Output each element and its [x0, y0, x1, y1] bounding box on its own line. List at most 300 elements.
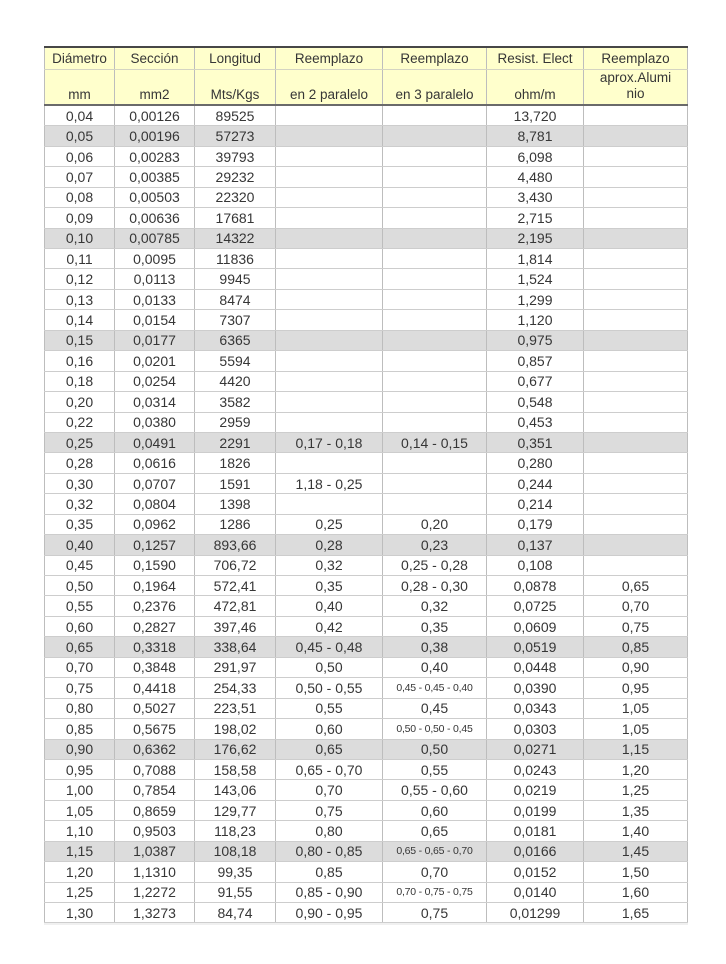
- cell-diametro: 1,15: [45, 841, 115, 861]
- cell-reemplazo-2-paralelo: 0,42: [276, 616, 383, 636]
- cell-resistencia-electrica: 0,0199: [487, 800, 584, 820]
- table-body: [45, 105, 688, 923]
- cell-resistencia-electrica: 1,524: [487, 269, 584, 289]
- table-row: [45, 187, 688, 207]
- cell-longitud: 22320: [195, 187, 276, 207]
- cell-resistencia-electrica: 0,108: [487, 555, 584, 575]
- cell-reemplazo-3-paralelo: [383, 126, 487, 146]
- cell-seccion: 0,1257: [115, 535, 195, 555]
- table-row: [45, 208, 688, 228]
- cell-diametro: 0,08: [45, 187, 115, 207]
- cell-reemplazo-2-paralelo: [276, 228, 383, 248]
- cell-seccion: 0,0133: [115, 289, 195, 309]
- cell-reemplazo-aluminio: [584, 228, 688, 248]
- table-row: [45, 657, 688, 677]
- column-subheader-longitud: [195, 69, 276, 105]
- table-row: [45, 800, 688, 820]
- cell-resistencia-electrica: 2,715: [487, 208, 584, 228]
- cell-longitud: 57273: [195, 126, 276, 146]
- cell-reemplazo-3-paralelo: 0,28 - 0,30: [383, 576, 487, 596]
- cell-longitud: 3582: [195, 392, 276, 412]
- table-row: [45, 310, 688, 330]
- cell-longitud: 176,62: [195, 739, 276, 759]
- table-row: [45, 821, 688, 841]
- cell-reemplazo-2-paralelo: [276, 371, 383, 391]
- cell-seccion: 0,8659: [115, 800, 195, 820]
- cell-reemplazo-3-paralelo: 0,70: [383, 862, 487, 882]
- cell-diametro: 0,22: [45, 412, 115, 432]
- cell-reemplazo-3-paralelo: 0,50 - 0,50 - 0,45: [383, 719, 487, 739]
- cell-resistencia-electrica: 0,0448: [487, 657, 584, 677]
- cell-seccion: 0,0201: [115, 351, 195, 371]
- cell-reemplazo-3-paralelo: [383, 208, 487, 228]
- cell-reemplazo-aluminio: 1,65: [584, 903, 688, 923]
- cell-reemplazo-3-paralelo: 0,23: [383, 535, 487, 555]
- cell-reemplazo-aluminio: 0,90: [584, 657, 688, 677]
- cell-reemplazo-2-paralelo: 0,75: [276, 800, 383, 820]
- cell-reemplazo-3-paralelo: [383, 371, 487, 391]
- table-row: [45, 494, 688, 514]
- cell-reemplazo-2-paralelo: [276, 187, 383, 207]
- cell-seccion: 0,00785: [115, 228, 195, 248]
- table-row: [45, 862, 688, 882]
- cell-resistencia-electrica: 0,0181: [487, 821, 584, 841]
- cell-diametro: 0,40: [45, 535, 115, 555]
- cell-longitud: 1398: [195, 494, 276, 514]
- cell-reemplazo-3-paralelo: 0,55: [383, 759, 487, 779]
- cell-reemplazo-aluminio: 0,75: [584, 616, 688, 636]
- cell-seccion: 0,4418: [115, 678, 195, 698]
- cell-reemplazo-aluminio: [584, 167, 688, 187]
- cell-seccion: 1,1310: [115, 862, 195, 882]
- cell-resistencia-electrica: 0,137: [487, 535, 584, 555]
- column-subheader-label: mm: [68, 87, 91, 103]
- cell-reemplazo-aluminio: 1,50: [584, 862, 688, 882]
- table-row: [45, 841, 688, 861]
- cell-reemplazo-2-paralelo: 0,80 - 0,85: [276, 841, 383, 861]
- cell-reemplazo-3-paralelo: 0,40: [383, 657, 487, 677]
- cell-longitud: 11836: [195, 249, 276, 269]
- cell-resistencia-electrica: 0,857: [487, 351, 584, 371]
- cell-reemplazo-2-paralelo: [276, 289, 383, 309]
- cell-diametro: 0,80: [45, 698, 115, 718]
- cell-diametro: 0,45: [45, 555, 115, 575]
- cell-reemplazo-aluminio: [584, 330, 688, 350]
- cell-reemplazo-2-paralelo: [276, 453, 383, 473]
- table-row: [45, 555, 688, 575]
- cell-reemplazo-2-paralelo: 0,50: [276, 657, 383, 677]
- cell-seccion: 0,00283: [115, 146, 195, 166]
- cell-reemplazo-3-paralelo: 0,45: [383, 698, 487, 718]
- cell-reemplazo-2-paralelo: 0,65: [276, 739, 383, 759]
- cell-resistencia-electrica: 0,244: [487, 473, 584, 493]
- cell-reemplazo-aluminio: 1,40: [584, 821, 688, 841]
- column-subheader-resistencia-electrica: [487, 69, 584, 105]
- cell-reemplazo-aluminio: [584, 105, 688, 125]
- cell-seccion: 0,1590: [115, 555, 195, 575]
- cell-seccion: 0,0616: [115, 453, 195, 473]
- cell-reemplazo-aluminio: 1,60: [584, 882, 688, 902]
- cell-reemplazo-aluminio: [584, 146, 688, 166]
- cell-reemplazo-aluminio: [584, 249, 688, 269]
- cell-resistencia-electrica: 1,299: [487, 289, 584, 309]
- cell-seccion: 0,6362: [115, 739, 195, 759]
- cell-resistencia-electrica: 1,814: [487, 249, 584, 269]
- cell-reemplazo-2-paralelo: 0,32: [276, 555, 383, 575]
- cell-longitud: 5594: [195, 351, 276, 371]
- cell-diametro: 0,95: [45, 759, 115, 779]
- cell-seccion: 1,3273: [115, 903, 195, 923]
- cell-reemplazo-2-paralelo: [276, 392, 383, 412]
- cell-reemplazo-3-paralelo: 0,38: [383, 637, 487, 657]
- cell-seccion: 0,3848: [115, 657, 195, 677]
- cell-reemplazo-2-paralelo: 0,25: [276, 514, 383, 534]
- cell-diametro: 1,25: [45, 882, 115, 902]
- cell-resistencia-electrica: 0,0609: [487, 616, 584, 636]
- column-subheader-label: en 3 paralelo: [395, 87, 474, 103]
- cell-reemplazo-3-paralelo: 0,65: [383, 821, 487, 841]
- table-row: [45, 371, 688, 391]
- cell-resistencia-electrica: 0,0519: [487, 637, 584, 657]
- cell-seccion: 0,0707: [115, 473, 195, 493]
- cell-resistencia-electrica: 0,0243: [487, 759, 584, 779]
- cell-reemplazo-3-paralelo: 0,14 - 0,15: [383, 432, 487, 452]
- cell-resistencia-electrica: 0,0166: [487, 841, 584, 861]
- cell-seccion: 0,00636: [115, 208, 195, 228]
- cell-diametro: 0,13: [45, 289, 115, 309]
- cell-seccion: 0,0804: [115, 494, 195, 514]
- cell-reemplazo-2-paralelo: 0,80: [276, 821, 383, 841]
- cell-reemplazo-3-paralelo: [383, 228, 487, 248]
- cell-resistencia-electrica: 0,0725: [487, 596, 584, 616]
- cell-diametro: 0,60: [45, 616, 115, 636]
- cell-resistencia-electrica: 0,0303: [487, 719, 584, 739]
- cell-longitud: 89525: [195, 105, 276, 125]
- cell-reemplazo-aluminio: 1,25: [584, 780, 688, 800]
- cell-reemplazo-2-paralelo: [276, 105, 383, 125]
- cell-reemplazo-3-paralelo: 0,45 - 0,45 - 0,40: [383, 678, 487, 698]
- cell-reemplazo-aluminio: [584, 535, 688, 555]
- table-row: [45, 167, 688, 187]
- cell-reemplazo-2-paralelo: 0,40: [276, 596, 383, 616]
- cell-reemplazo-aluminio: 0,85: [584, 637, 688, 657]
- cell-reemplazo-3-paralelo: 0,75: [383, 903, 487, 923]
- cell-resistencia-electrica: 0,677: [487, 371, 584, 391]
- cell-longitud: 4420: [195, 371, 276, 391]
- cell-seccion: 0,0113: [115, 269, 195, 289]
- cell-longitud: 2291: [195, 432, 276, 452]
- cell-diametro: 0,06: [45, 146, 115, 166]
- cell-diametro: 0,07: [45, 167, 115, 187]
- cell-longitud: 158,58: [195, 759, 276, 779]
- cell-resistencia-electrica: 6,098: [487, 146, 584, 166]
- cell-diametro: 1,20: [45, 862, 115, 882]
- cell-seccion: 1,2272: [115, 882, 195, 902]
- cell-longitud: 706,72: [195, 555, 276, 575]
- table-row: [45, 392, 688, 412]
- cell-longitud: 108,18: [195, 841, 276, 861]
- table-row: [45, 535, 688, 555]
- column-header-reemplazo-aluminio: Reemplazo: [584, 47, 688, 69]
- table-row: [45, 882, 688, 902]
- cell-longitud: 29232: [195, 167, 276, 187]
- cell-seccion: 0,0314: [115, 392, 195, 412]
- table-row: [45, 473, 688, 493]
- cell-reemplazo-aluminio: 1,15: [584, 739, 688, 759]
- cell-longitud: 893,66: [195, 535, 276, 555]
- column-subheader-reemplazo-2-paralelo: [276, 69, 383, 105]
- wire-gauge-table: [44, 46, 688, 923]
- column-subheader-label: aprox.Aluminio: [599, 69, 672, 101]
- cell-seccion: 0,0380: [115, 412, 195, 432]
- cell-diametro: 0,20: [45, 392, 115, 412]
- cell-resistencia-electrica: 0,0878: [487, 576, 584, 596]
- table-row: [45, 514, 688, 534]
- cell-reemplazo-2-paralelo: 0,28: [276, 535, 383, 555]
- table-row: [45, 126, 688, 146]
- cell-diametro: 0,10: [45, 228, 115, 248]
- cell-longitud: 2959: [195, 412, 276, 432]
- column-subheader-label: ohm/m: [514, 87, 556, 103]
- cell-reemplazo-2-paralelo: 0,50 - 0,55: [276, 678, 383, 698]
- cell-reemplazo-3-paralelo: [383, 453, 487, 473]
- cell-reemplazo-aluminio: [584, 392, 688, 412]
- cell-resistencia-electrica: 13,720: [487, 105, 584, 125]
- cell-resistencia-electrica: 0,0219: [487, 780, 584, 800]
- cell-reemplazo-2-paralelo: 0,17 - 0,18: [276, 432, 383, 452]
- cell-reemplazo-aluminio: [584, 289, 688, 309]
- cell-resistencia-electrica: 0,0140: [487, 882, 584, 902]
- cell-reemplazo-2-paralelo: [276, 351, 383, 371]
- cell-reemplazo-2-paralelo: 0,55: [276, 698, 383, 718]
- cell-reemplazo-2-paralelo: 0,90 - 0,95: [276, 903, 383, 923]
- cell-reemplazo-aluminio: 1,05: [584, 719, 688, 739]
- cell-reemplazo-aluminio: [584, 187, 688, 207]
- cell-reemplazo-3-paralelo: 0,20: [383, 514, 487, 534]
- table-row: [45, 576, 688, 596]
- table-row: [45, 739, 688, 759]
- cell-reemplazo-3-paralelo: [383, 330, 487, 350]
- cell-reemplazo-aluminio: 0,70: [584, 596, 688, 616]
- cell-reemplazo-3-paralelo: [383, 351, 487, 371]
- cell-resistencia-electrica: 0,179: [487, 514, 584, 534]
- cell-reemplazo-3-paralelo: [383, 269, 487, 289]
- table-row: [45, 719, 688, 739]
- cell-diametro: 0,85: [45, 719, 115, 739]
- cell-reemplazo-3-paralelo: [383, 412, 487, 432]
- cell-reemplazo-aluminio: [584, 453, 688, 473]
- column-header-longitud: Longitud: [195, 47, 276, 69]
- table-row: [45, 432, 688, 452]
- cell-seccion: 0,9503: [115, 821, 195, 841]
- cell-longitud: 1286: [195, 514, 276, 534]
- cell-seccion: 0,5027: [115, 698, 195, 718]
- cell-longitud: 8474: [195, 289, 276, 309]
- cell-reemplazo-3-paralelo: 0,65 - 0,65 - 0,70: [383, 841, 487, 861]
- cell-reemplazo-3-paralelo: 0,60: [383, 800, 487, 820]
- cell-diametro: 0,90: [45, 739, 115, 759]
- table-row: [45, 105, 688, 125]
- cell-reemplazo-3-paralelo: 0,55 - 0,60: [383, 780, 487, 800]
- cell-seccion: 0,7088: [115, 759, 195, 779]
- cell-seccion: 0,00196: [115, 126, 195, 146]
- table-row: [45, 146, 688, 166]
- cell-reemplazo-aluminio: [584, 494, 688, 514]
- cell-reemplazo-2-paralelo: [276, 269, 383, 289]
- cell-seccion: 1,0387: [115, 841, 195, 861]
- cell-reemplazo-2-paralelo: 0,85 - 0,90: [276, 882, 383, 902]
- column-subheader-label: en 2 paralelo: [289, 87, 369, 103]
- cell-reemplazo-aluminio: 1,05: [584, 698, 688, 718]
- cell-resistencia-electrica: 0,0343: [487, 698, 584, 718]
- table-row: [45, 780, 688, 800]
- cell-reemplazo-2-paralelo: [276, 146, 383, 166]
- cell-longitud: 1591: [195, 473, 276, 493]
- cell-reemplazo-3-paralelo: [383, 392, 487, 412]
- cell-seccion: 0,0962: [115, 514, 195, 534]
- cell-diametro: 0,28: [45, 453, 115, 473]
- cell-seccion: 0,0154: [115, 310, 195, 330]
- cell-seccion: 0,5675: [115, 719, 195, 739]
- cell-reemplazo-aluminio: [584, 126, 688, 146]
- cell-reemplazo-2-paralelo: 0,60: [276, 719, 383, 739]
- cell-seccion: 0,0095: [115, 249, 195, 269]
- cell-reemplazo-3-paralelo: 0,50: [383, 739, 487, 759]
- cell-reemplazo-aluminio: [584, 412, 688, 432]
- column-subheader-label: Mts/Kgs: [210, 87, 260, 103]
- column-header-reemplazo-2-paralelo: Reemplazo: [276, 47, 383, 69]
- cell-diametro: 0,50: [45, 576, 115, 596]
- cell-diametro: 0,18: [45, 371, 115, 391]
- cell-diametro: 0,09: [45, 208, 115, 228]
- cell-reemplazo-3-paralelo: [383, 310, 487, 330]
- cell-diametro: 0,15: [45, 330, 115, 350]
- cell-seccion: 0,0254: [115, 371, 195, 391]
- header-row-1: [45, 47, 688, 69]
- cell-diametro: 0,05: [45, 126, 115, 146]
- cell-diametro: 0,30: [45, 473, 115, 493]
- cell-reemplazo-3-paralelo: [383, 494, 487, 514]
- cell-seccion: 0,7854: [115, 780, 195, 800]
- cell-longitud: 9945: [195, 269, 276, 289]
- table-row: [45, 616, 688, 636]
- cell-longitud: 143,06: [195, 780, 276, 800]
- cell-longitud: 118,23: [195, 821, 276, 841]
- table-row: [45, 289, 688, 309]
- cell-reemplazo-3-paralelo: [383, 146, 487, 166]
- cell-reemplazo-3-paralelo: [383, 473, 487, 493]
- cell-reemplazo-2-paralelo: [276, 412, 383, 432]
- cell-reemplazo-aluminio: [584, 432, 688, 452]
- column-header-diametro: Diámetro: [45, 47, 115, 69]
- cell-longitud: 291,97: [195, 657, 276, 677]
- cell-diametro: 1,30: [45, 903, 115, 923]
- cell-reemplazo-aluminio: 1,20: [584, 759, 688, 779]
- cell-diametro: 1,10: [45, 821, 115, 841]
- cell-reemplazo-2-paralelo: 0,45 - 0,48: [276, 637, 383, 657]
- cell-reemplazo-2-paralelo: [276, 208, 383, 228]
- cell-diametro: 0,16: [45, 351, 115, 371]
- column-subheader-diametro: [45, 69, 115, 105]
- cell-diametro: 0,04: [45, 105, 115, 125]
- cell-longitud: 397,46: [195, 616, 276, 636]
- cell-reemplazo-3-paralelo: 0,32: [383, 596, 487, 616]
- table-row: [45, 228, 688, 248]
- table-row: [45, 453, 688, 473]
- table-row: [45, 330, 688, 350]
- cell-reemplazo-aluminio: 1,45: [584, 841, 688, 861]
- cell-diametro: 1,05: [45, 800, 115, 820]
- cell-resistencia-electrica: 0,548: [487, 392, 584, 412]
- cell-longitud: 572,41: [195, 576, 276, 596]
- cell-seccion: 0,3318: [115, 637, 195, 657]
- cell-seccion: 0,2376: [115, 596, 195, 616]
- cell-longitud: 472,81: [195, 596, 276, 616]
- cell-resistencia-electrica: 0,351: [487, 432, 584, 452]
- cell-diametro: 0,25: [45, 432, 115, 452]
- cell-reemplazo-2-paralelo: 0,85: [276, 862, 383, 882]
- cell-reemplazo-aluminio: [584, 514, 688, 534]
- cell-seccion: 0,00503: [115, 187, 195, 207]
- table-row: [45, 249, 688, 269]
- column-subheader-seccion: [115, 69, 195, 105]
- cell-reemplazo-2-paralelo: 0,35: [276, 576, 383, 596]
- cell-resistencia-electrica: 0,453: [487, 412, 584, 432]
- cell-reemplazo-3-paralelo: 0,70 - 0,75 - 0,75: [383, 882, 487, 902]
- table-row: [45, 759, 688, 779]
- cell-diametro: 1,00: [45, 780, 115, 800]
- cell-reemplazo-aluminio: [584, 351, 688, 371]
- column-subheader-reemplazo-aluminio: [584, 69, 688, 105]
- cell-reemplazo-2-paralelo: [276, 249, 383, 269]
- cell-seccion: 0,0177: [115, 330, 195, 350]
- cell-resistencia-electrica: 8,781: [487, 126, 584, 146]
- cell-reemplazo-2-paralelo: [276, 310, 383, 330]
- table-row: [45, 637, 688, 657]
- column-subheader-label: mm2: [139, 87, 170, 103]
- cell-longitud: 17681: [195, 208, 276, 228]
- table-row: [45, 596, 688, 616]
- cell-reemplazo-3-paralelo: [383, 167, 487, 187]
- cell-longitud: 1826: [195, 453, 276, 473]
- cell-resistencia-electrica: 0,01299: [487, 903, 584, 923]
- cell-reemplazo-2-paralelo: [276, 494, 383, 514]
- table-row: [45, 698, 688, 718]
- cell-seccion: 0,1964: [115, 576, 195, 596]
- cell-diametro: 0,55: [45, 596, 115, 616]
- cell-reemplazo-3-paralelo: [383, 249, 487, 269]
- cell-seccion: 0,0491: [115, 432, 195, 452]
- cell-reemplazo-2-paralelo: 0,65 - 0,70: [276, 759, 383, 779]
- cell-resistencia-electrica: 3,430: [487, 187, 584, 207]
- cell-reemplazo-2-paralelo: 0,70: [276, 780, 383, 800]
- cell-longitud: 14322: [195, 228, 276, 248]
- cell-longitud: 99,35: [195, 862, 276, 882]
- cell-longitud: 84,74: [195, 903, 276, 923]
- cell-longitud: 7307: [195, 310, 276, 330]
- cell-resistencia-electrica: 0,0390: [487, 678, 584, 698]
- cell-diametro: 0,65: [45, 637, 115, 657]
- table-row: [45, 903, 688, 923]
- cell-reemplazo-2-paralelo: 1,18 - 0,25: [276, 473, 383, 493]
- cell-longitud: 91,55: [195, 882, 276, 902]
- cell-reemplazo-aluminio: [584, 269, 688, 289]
- cell-longitud: 254,33: [195, 678, 276, 698]
- cell-reemplazo-aluminio: [584, 473, 688, 493]
- cell-reemplazo-aluminio: [584, 310, 688, 330]
- cell-diametro: 0,12: [45, 269, 115, 289]
- cell-resistencia-electrica: 4,480: [487, 167, 584, 187]
